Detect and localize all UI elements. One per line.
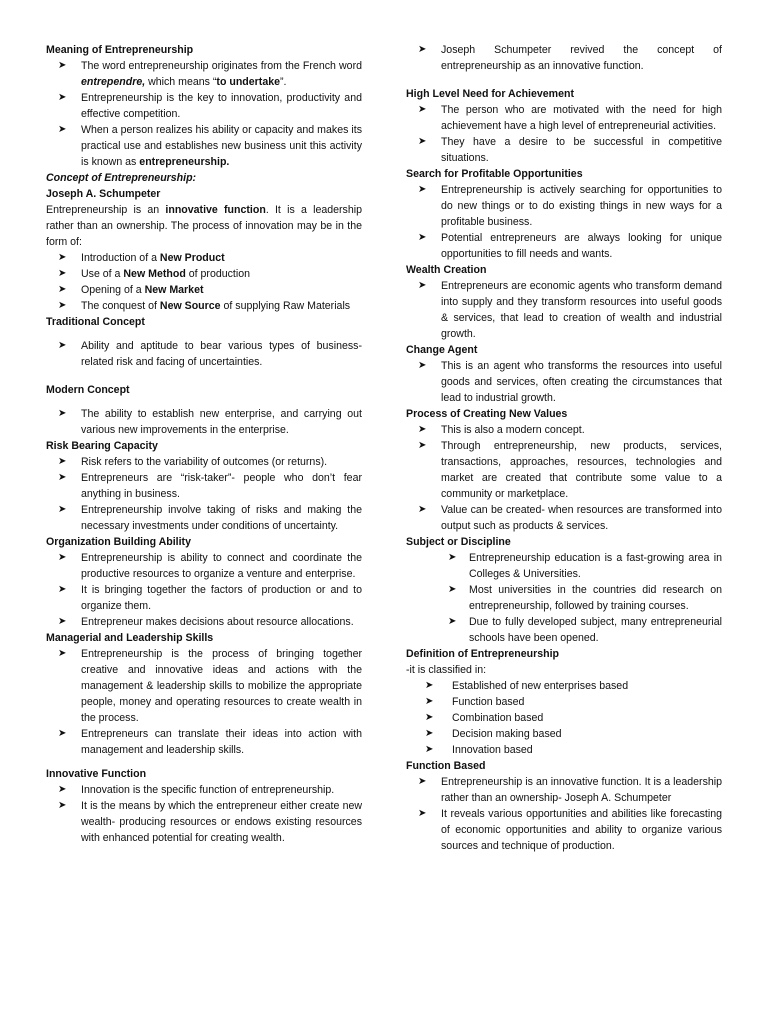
list-item: ➤ This is an agent who transforms the resources into useful goods and services, often creating the circumstances that lead to industrial growth.	[418, 360, 722, 404]
bullet-list	[46, 782, 362, 846]
bullet-list	[406, 182, 722, 262]
list-item: ➤ The word entrepreneurship originates from the French word entrependre, which means “to undertake”.	[58, 60, 362, 88]
section-heading: Risk Bearing Capacity	[46, 440, 158, 452]
bullet-list	[46, 406, 362, 438]
section-heading: Modern Concept	[46, 384, 130, 396]
arrow-bullet-icon: ➤	[418, 104, 427, 115]
spacer	[406, 74, 722, 86]
list-item: ➤ Entrepreneurship education is a fast-growing area in Colleges & Universities.	[448, 552, 722, 580]
list-item: ➤ Entrepreneurs can translate their ideas into action with management and leadership skills.	[58, 728, 362, 756]
list-item: ➤ Through entrepreneurship, new products, services, transactions, approaches, resources, technologies and market are created that contribute some value to a community or marketplace.	[418, 440, 722, 500]
paragraph: -it is classified in:	[406, 664, 487, 676]
bullet-list	[406, 42, 722, 74]
arrow-bullet-icon: ➤	[58, 340, 67, 351]
arrow-bullet-icon: ➤	[58, 616, 67, 627]
left-column	[46, 42, 362, 846]
section-heading: Search for Profitable Opportunities	[406, 168, 583, 180]
arrow-bullet-icon: ➤	[58, 300, 67, 311]
arrow-bullet-icon: ➤	[58, 124, 67, 135]
arrow-bullet-icon: ➤	[425, 680, 434, 691]
arrow-bullet-icon: ➤	[418, 808, 427, 819]
section-heading: Organization Building Ability	[46, 536, 191, 548]
arrow-bullet-icon: ➤	[58, 472, 67, 483]
arrow-bullet-icon: ➤	[58, 60, 67, 71]
arrow-bullet-icon: ➤	[418, 360, 427, 371]
list-item: ➤ Risk refers to the variability of outcomes (or returns).	[58, 456, 328, 468]
section-heading: Process of Creating New Values	[406, 408, 568, 420]
arrow-bullet-icon: ➤	[418, 424, 427, 435]
list-item: ➤ The ability to establish new enterprise, and carrying out various new improvements in the enterprise.	[58, 408, 362, 436]
list-item: ➤ Combination based	[425, 712, 544, 724]
section-heading: Change Agent	[406, 344, 478, 356]
bullet-list	[406, 774, 722, 854]
list-item: ➤ When a person realizes his ability or capacity and makes its practical use and establishes new business unit this activity is known as entrepreneurship.	[58, 124, 362, 168]
arrow-bullet-icon: ➤	[58, 728, 67, 739]
list-item: ➤ Entrepreneurs are “risk-taker”- people who don’t fear anything in business.	[58, 472, 362, 500]
arrow-bullet-icon: ➤	[418, 184, 427, 195]
bullet-list	[406, 358, 722, 406]
arrow-bullet-icon: ➤	[58, 504, 67, 515]
list-item: ➤ Ability and aptitude to bear various types of business-related risk and facing of uncertainties.	[58, 340, 362, 368]
bullet-list	[46, 338, 362, 370]
arrow-bullet-icon: ➤	[425, 696, 434, 707]
bullet-list	[46, 550, 362, 630]
arrow-bullet-icon: ➤	[418, 440, 427, 451]
list-item: ➤ It is bringing together the factors of production or and to organize them.	[58, 584, 362, 612]
bullet-list	[406, 102, 722, 166]
section-heading: Managerial and Leadership Skills	[46, 632, 214, 644]
list-item: ➤ Joseph Schumpeter revived the concept of entrepreneurship as an innovative function.	[418, 44, 722, 72]
arrow-bullet-icon: ➤	[58, 784, 67, 795]
bullet-list	[406, 278, 722, 342]
section-heading: Definition of Entrepreneurship	[406, 648, 560, 660]
arrow-bullet-icon: ➤	[58, 284, 67, 295]
section-heading: Function Based	[406, 760, 486, 772]
bullet-list	[46, 454, 362, 534]
list-item: ➤ Entrepreneurship is the process of bringing together creative and innovative ideas and actions with the management & leadership skills to mobilize the appropriate people, money and operating resources to create wealth in the process.	[58, 648, 362, 724]
list-item: ➤ The person who are motivated with the need for high achievement have a high level of entrepreneurial activities.	[418, 104, 722, 132]
arrow-bullet-icon: ➤	[425, 728, 434, 739]
arrow-bullet-icon: ➤	[58, 252, 67, 263]
section-heading: Wealth Creation	[406, 264, 487, 276]
arrow-bullet-icon: ➤	[58, 408, 67, 419]
arrow-bullet-icon: ➤	[58, 584, 67, 595]
list-item: ➤ Entrepreneurship is ability to connect and coordinate the productive resources to organize a venture and enterprise.	[58, 552, 362, 580]
bullet-list	[46, 58, 362, 170]
section-heading: Joseph A. Schumpeter	[46, 188, 161, 200]
arrow-bullet-icon: ➤	[418, 136, 427, 147]
list-item: ➤ Use of a New Method of production	[58, 268, 250, 280]
arrow-bullet-icon: ➤	[58, 648, 67, 659]
section-heading: Traditional Concept	[46, 316, 145, 328]
list-item: ➤ It reveals various opportunities and abilities like forecasting of economic opportunities and ability to organize various sources and technique of production.	[418, 808, 722, 852]
list-item: ➤ The conquest of New Source of supplying Raw Materials	[58, 300, 351, 312]
list-item: ➤ Entrepreneur makes decisions about resource allocations.	[58, 616, 354, 628]
section-heading: Innovative Function	[46, 768, 147, 780]
arrow-bullet-icon: ➤	[418, 504, 427, 515]
list-item: ➤ Due to fully developed subject, many entrepreneurial schools have been opened.	[448, 616, 722, 644]
list-item: ➤ Entrepreneurship is an innovative function. It is a leadership rather than an ownership- Joseph A. Schumpeter	[418, 776, 722, 804]
bullet-list	[406, 678, 722, 758]
paragraph: Entrepreneurship is an innovative function. It is a leadership rather than an ownership. The process of innovation may be in the form of:	[46, 204, 362, 248]
bullet-list	[406, 422, 722, 534]
list-item: ➤ Entrepreneurs are economic agents who transform demand into supply and they transform resources into useful goods & services, that lead to creation of wealth and industrial growth.	[418, 280, 722, 340]
list-item: ➤ They have a desire to be successful in competitive situations.	[418, 136, 722, 164]
bullet-list	[406, 550, 722, 646]
bullet-list	[46, 250, 362, 314]
list-item: ➤ It is the means by which the entrepreneur either create new wealth- producing resources or endows existing resources with enhanced potential for creating wealth.	[58, 800, 362, 844]
list-item: ➤ Established of new enterprises based	[425, 680, 629, 692]
spacer	[46, 398, 362, 406]
list-item: ➤ Entrepreneurship is the key to innovation, productivity and effective competition.	[58, 92, 362, 120]
arrow-bullet-icon: ➤	[448, 616, 457, 627]
list-item: ➤ Function based	[425, 696, 525, 708]
arrow-bullet-icon: ➤	[58, 92, 67, 103]
arrow-bullet-icon: ➤	[58, 552, 67, 563]
section-heading: Concept of Entrepreneurship:	[46, 172, 197, 184]
spacer	[46, 758, 362, 766]
list-item: ➤ Opening of a New Market	[58, 284, 204, 296]
arrow-bullet-icon: ➤	[448, 552, 457, 563]
arrow-bullet-icon: ➤	[448, 584, 457, 595]
list-item: ➤ Innovation based	[425, 744, 533, 756]
list-item: ➤ Value can be created- when resources are transformed into output such as products & services.	[418, 504, 722, 532]
arrow-bullet-icon: ➤	[425, 712, 434, 723]
arrow-bullet-icon: ➤	[58, 268, 67, 279]
arrow-bullet-icon: ➤	[58, 456, 67, 467]
arrow-bullet-icon: ➤	[418, 280, 427, 291]
section-heading: Subject or Discipline	[406, 536, 511, 548]
spacer	[46, 370, 362, 382]
list-item: ➤ This is also a modern concept.	[418, 424, 585, 436]
arrow-bullet-icon: ➤	[58, 800, 67, 811]
section-heading: Meaning of Entrepreneurship	[46, 44, 194, 56]
arrow-bullet-icon: ➤	[418, 44, 427, 55]
list-item: ➤ Entrepreneurship is actively searching for opportunities to do new things or to do existing things in new ways for a profitable business.	[418, 184, 722, 228]
list-item: ➤ Decision making based	[425, 728, 562, 740]
section-heading: High Level Need for Achievement	[406, 88, 574, 100]
list-item: ➤ Entrepreneurship involve taking of risks and making the necessary investments under conditions of uncertainty.	[58, 504, 362, 532]
list-item: ➤ Introduction of a New Product	[58, 252, 225, 264]
list-item: ➤ Potential entrepreneurs are always looking for unique opportunities to fill needs and wants.	[418, 232, 722, 260]
list-item: ➤ Innovation is the specific function of entrepreneurship.	[58, 784, 335, 796]
right-column	[406, 42, 722, 854]
arrow-bullet-icon: ➤	[418, 232, 427, 243]
spacer	[46, 330, 362, 338]
arrow-bullet-icon: ➤	[418, 776, 427, 787]
bullet-list	[46, 646, 362, 758]
arrow-bullet-icon: ➤	[425, 744, 434, 755]
list-item: ➤ Most universities in the countries did research on entrepreneurship, followed by training courses.	[448, 584, 722, 612]
